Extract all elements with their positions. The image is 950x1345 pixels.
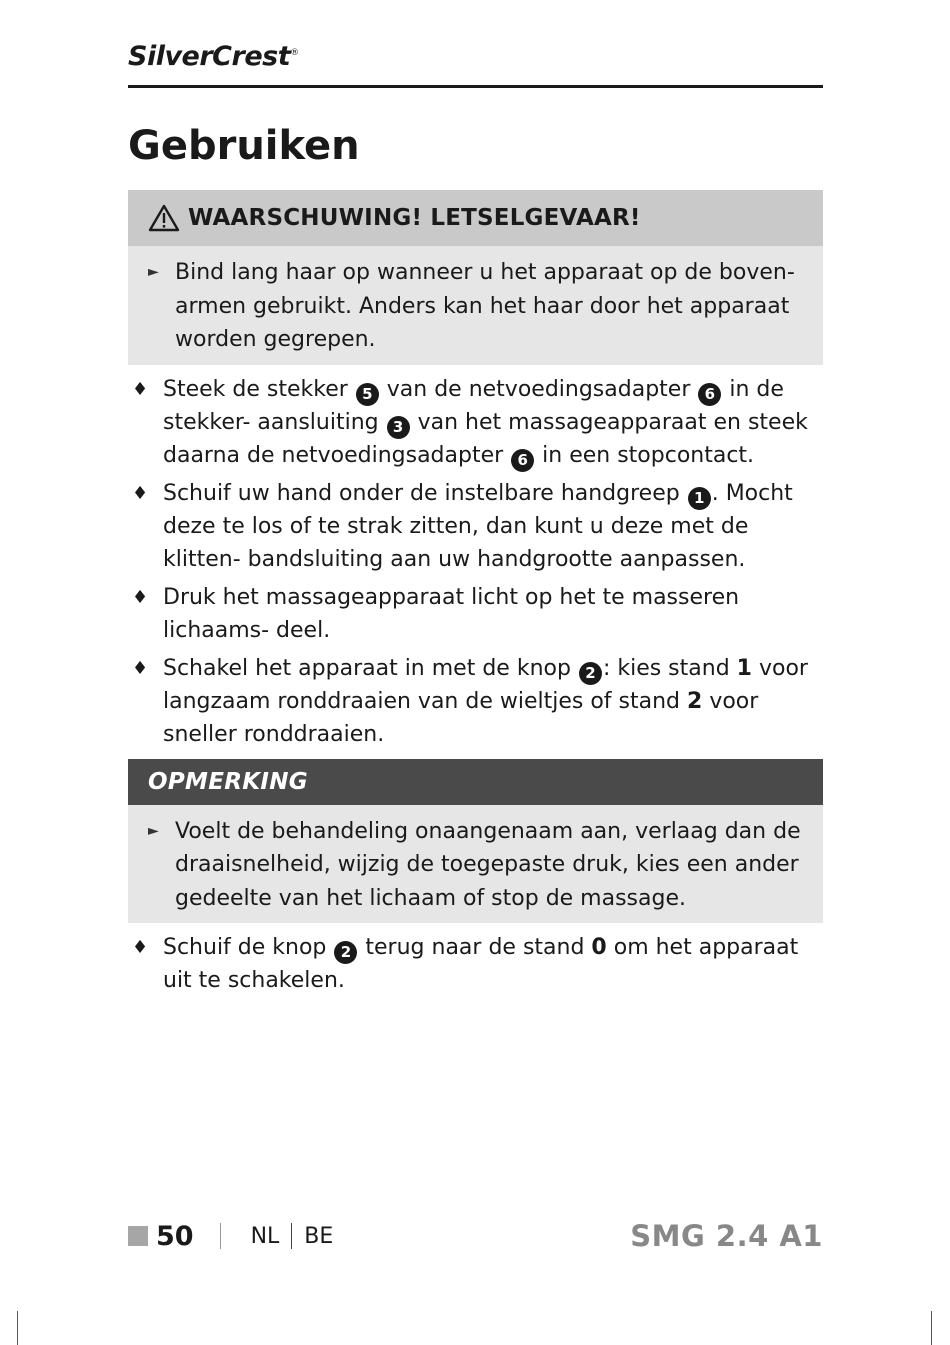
step-text	[163, 373, 823, 472]
step-text-fragment: van de netvoedingsadapter	[379, 376, 698, 402]
language-be: BE	[304, 1223, 334, 1249]
language-nl: NL	[250, 1223, 280, 1249]
step-text-fragment: om het apparaat uit te schakelen.	[163, 935, 799, 993]
part-number-badge: 6	[511, 449, 534, 472]
diamond-bullet-icon: ♦	[132, 378, 149, 400]
part-number-badge: 2	[579, 662, 602, 685]
warning-item-text: Bind lang haar op wanneer u het apparaat op de boven- armen gebruikt. Anders kan het haar door het apparaat worden gegrepen.	[175, 260, 795, 352]
step-item	[128, 373, 823, 472]
part-number-badge: 6	[698, 383, 721, 406]
bold-value: 2	[687, 688, 703, 714]
step-text-fragment: Schuif uw hand onder de instelbare handgreep	[163, 480, 687, 506]
bold-value: 1	[736, 655, 752, 681]
step-item	[128, 477, 823, 576]
manual-page	[128, 40, 823, 1002]
footer-separator	[220, 1223, 221, 1249]
page-title: Gebruiken	[128, 123, 360, 169]
warning-heading-text: WAARSCHUWING! LETSELGEVAAR!	[188, 205, 641, 231]
step-list-1	[128, 373, 823, 751]
note-box	[128, 759, 823, 924]
footer-square-icon	[128, 1226, 148, 1246]
step-text	[163, 652, 823, 751]
part-number-badge: 2	[334, 941, 357, 964]
step-list-2	[128, 931, 823, 997]
warning-items	[128, 246, 823, 365]
part-number-badge: 1	[688, 487, 711, 510]
step-text	[163, 581, 823, 647]
note-item	[148, 815, 803, 916]
note-item-text: Voelt de behandeling onaangenaam aan, verlaag dan de draaisnelheid, wijzig de toegepaste druk, kies een ander gedeelte van het lichaam of stop de massage.	[175, 818, 801, 911]
crop-mark-left	[17, 1311, 18, 1345]
note-heading: OPMERKING	[128, 759, 823, 805]
step-text-fragment: van het massageapparaat en steek daarna de netvoedingsadapter	[163, 409, 808, 468]
step-text-fragment: in een stopcontact.	[535, 442, 755, 468]
part-number-badge: 5	[356, 383, 379, 406]
language-separator	[291, 1223, 292, 1249]
step-item	[128, 931, 823, 997]
model-number: SMG 2.4 A1	[630, 1219, 823, 1253]
step-item	[128, 581, 823, 647]
page-footer	[128, 1218, 823, 1254]
diamond-bullet-icon: ♦	[132, 586, 149, 608]
diamond-bullet-icon: ♦	[132, 657, 149, 679]
arrow-marker-icon: ►	[148, 822, 159, 839]
note-items	[128, 805, 823, 924]
bold-value: 0	[591, 935, 607, 960]
step-text	[163, 477, 823, 576]
step-text-fragment: voor sneller ronddraaien.	[163, 688, 759, 747]
step-text-fragment: in de stekker- aansluiting	[163, 376, 784, 435]
page-number: 50	[156, 1220, 194, 1252]
brand-logo: SilverCrest®	[128, 41, 299, 72]
warning-item	[148, 256, 803, 357]
warning-box	[128, 190, 823, 365]
diamond-bullet-icon: ♦	[132, 937, 149, 958]
diamond-bullet-icon: ♦	[132, 482, 149, 504]
step-text-fragment: Schakel het apparaat in met de knop	[163, 655, 578, 681]
arrow-marker-icon: ►	[148, 264, 159, 280]
warning-heading	[128, 190, 823, 246]
warning-triangle-icon	[148, 204, 180, 232]
step-text-fragment: Steek de stekker	[163, 376, 355, 402]
header-rule	[128, 85, 823, 88]
crop-mark-right	[931, 1311, 932, 1345]
step-text-fragment: Druk het massageapparaat licht op het te masseren lichaams- deel.	[163, 584, 740, 643]
step-text-fragment: voor langzaam ronddraaien van de wieltjes of stand	[163, 655, 808, 714]
step-text-fragment: terug naar de stand	[358, 935, 592, 960]
part-number-badge: 3	[387, 416, 410, 439]
step-text-fragment: . Mocht deze te los of te strak zitten, dan kunt u deze met de klitten- bandsluiting aan uw handgrootte aanpassen.	[163, 480, 793, 572]
step-item	[128, 652, 823, 751]
step-text-fragment: : kies stand	[602, 655, 737, 681]
step-text-fragment: Schuif de knop	[163, 935, 334, 960]
step-text	[163, 931, 823, 997]
